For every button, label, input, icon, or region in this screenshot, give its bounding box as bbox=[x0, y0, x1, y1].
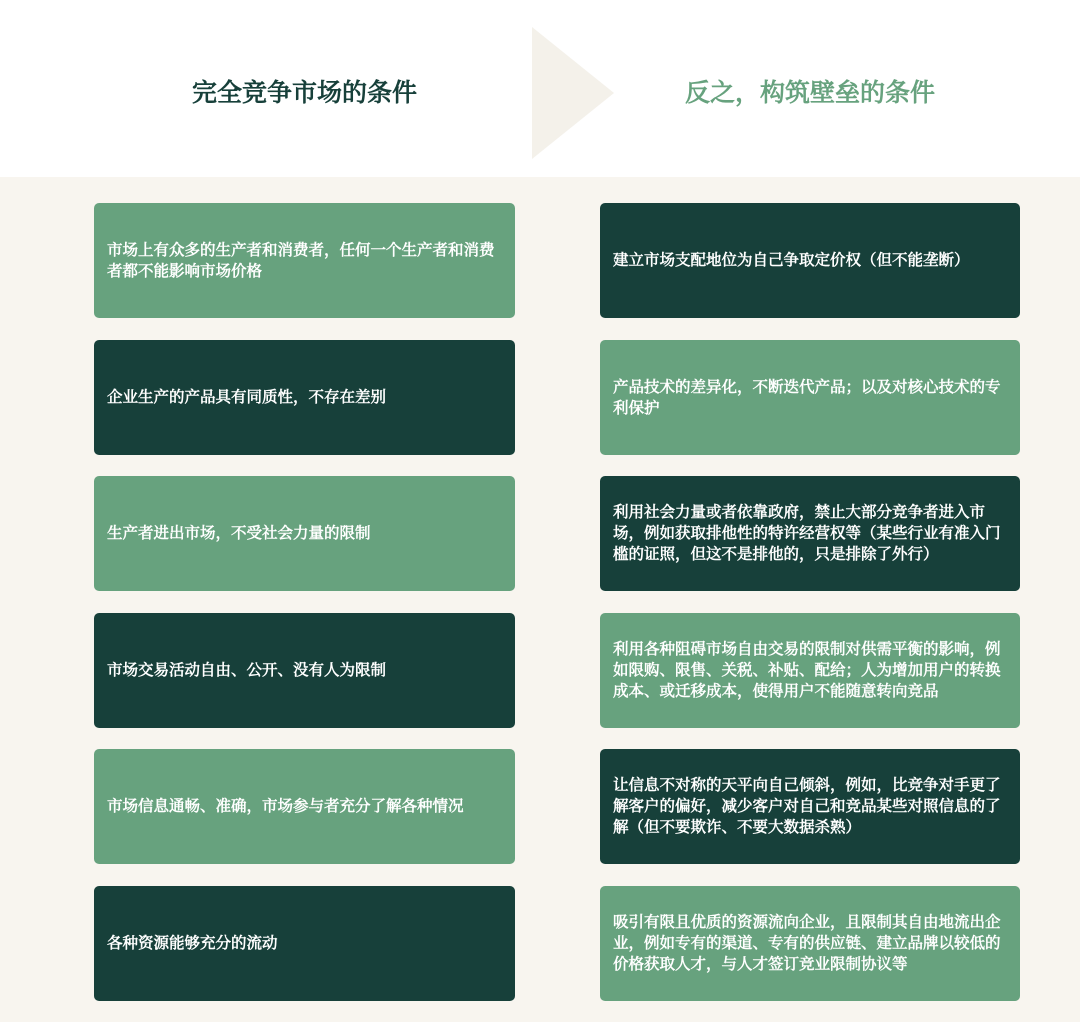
right-card-4 bbox=[600, 613, 1020, 728]
left-card-text: 企业生产的产品具有同质性，不存在差别 bbox=[107, 388, 387, 406]
right-card-text: 吸引有限且优质的资源流向企业，且限制其自由地流出企业，例如专有的渠道、专有的供应链、建立品牌以较低的价格获取人才，与人才签订竞业限制协议等 bbox=[613, 913, 1001, 973]
left-column-title: 完全竞争市场的条件 bbox=[191, 78, 417, 107]
right-card-text: 利用各种阻碍市场自由交易的限制对供需平衡的影响，例如限购、限售、关税、补贴、配给；人为增加用户的转换成本、或迁移成本，使得用户不能随意转向竞品 bbox=[613, 640, 1001, 700]
left-card-text: 各种资源能够充分的流动 bbox=[107, 934, 278, 952]
left-card-text: 生产者进出市场，不受社会力量的限制 bbox=[107, 524, 371, 542]
right-card-text: 产品技术的差异化，不断迭代产品；以及对核心技术的专利保护 bbox=[613, 377, 1001, 417]
right-card-6 bbox=[600, 886, 1020, 1001]
right-card-1 bbox=[600, 203, 1020, 318]
left-card-3 bbox=[94, 476, 515, 591]
right-card-2 bbox=[600, 340, 1020, 455]
left-card-text: 市场上有众多的生产者和消费者，任何一个生产者和消费者都不能影响市场价格 bbox=[107, 240, 495, 280]
left-card-5 bbox=[94, 749, 515, 864]
header bbox=[0, 0, 1080, 177]
right-card-text: 建立市场支配地位为自己争取定价权（但不能垄断） bbox=[613, 251, 970, 269]
left-card-text: 市场信息通畅、准确，市场参与者充分了解各种情况 bbox=[107, 797, 464, 815]
right-card-5 bbox=[600, 749, 1020, 864]
left-card-text: 市场交易活动自由、公开、没有人为限制 bbox=[107, 661, 387, 679]
left-card-2 bbox=[94, 340, 515, 455]
left-card-1 bbox=[94, 203, 515, 318]
right-card-3 bbox=[600, 476, 1020, 591]
left-card-6 bbox=[94, 886, 515, 1001]
right-card-text: 让信息不对称的天平向自己倾斜，例如，比竞争对手更了解客户的偏好，减少客户对自己和竞品某些对照信息的了解（但不要欺诈、不要大数据杀熟） bbox=[613, 776, 1001, 836]
right-card-text: 利用社会力量或者依靠政府，禁止大部分竞争者进入市场，例如获取排他性的特许经营权等（某些行业有准入门槛的证照，但这不是排他的，只是排除了外行） bbox=[613, 503, 1001, 563]
left-card-4 bbox=[94, 613, 515, 728]
right-column-title: 反之，构筑壁垒的条件 bbox=[684, 78, 935, 107]
